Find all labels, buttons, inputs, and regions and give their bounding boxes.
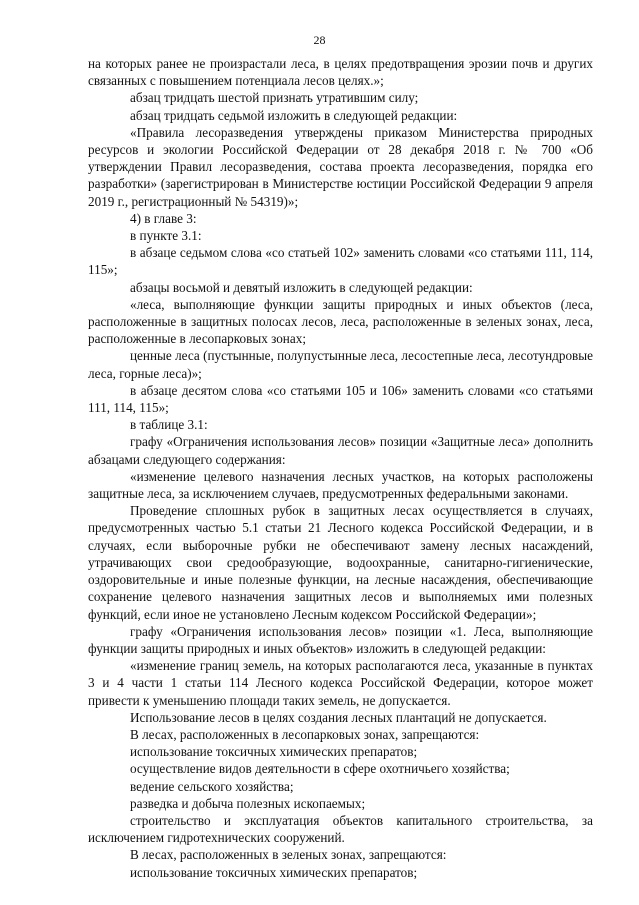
paragraph: «изменение границ земель, на которых располагаются леса, указанные в пунктах 3 и 4 части 1 статьи 114 Лесного кодекса Российской Федерации, которое может привести к уменьшению площади таких земель, не допускается. [88, 658, 593, 708]
document-body [88, 55, 593, 881]
paragraph: осуществление видов деятельности в сфере охотничьего хозяйства; [130, 761, 510, 777]
paragraph: абзац тридцать седьмой изложить в следующей редакции: [130, 107, 458, 123]
paragraph: абзац тридцать шестой признать утратившим силу; [130, 90, 419, 106]
paragraph: 4) в главе 3: [130, 210, 197, 226]
page-number: 28 [313, 33, 326, 47]
paragraph: абзацы восьмой и девятый изложить в следующей редакции: [130, 279, 473, 295]
paragraph: в абзаце десятом слова «со статьями 105 и 106» заменить словами «со статьями 111, 114, 115»; [88, 382, 593, 416]
paragraph: в абзаце седьмом слова «со статьей 102» заменить словами «со статьями 111, 114, 115»; [88, 245, 593, 278]
paragraph: строительство и эксплуатация объектов капитального строительства, за исключением гидротехнических сооружений. [88, 812, 593, 846]
paragraph: «изменение целевого назначения лесных участков, на которых расположены защитные леса, за исключением случаев, предусмотренных федеральными законами. [88, 468, 593, 502]
paragraph: В лесах, расположенных в зеленых зонах, запрещаются: [130, 847, 447, 863]
paragraph: разведка и добыча полезных ископаемых; [130, 795, 366, 811]
paragraph: «Правила лесоразведения утверждены приказом Министерства природных ресурсов и экологии Российской Федерации от 28 декабря 2018 г. № 700 «Об утверждении Правил лесоразведения, состава проекта лесоразведения, порядка его разработки» (зарегистрирован в Министерстве юстиции Российской Федерации 9 апреля 2019 г., регистрационный № 54319)»; [88, 124, 593, 209]
paragraph: «леса, выполняющие функции защиты природных и иных объектов (леса, расположенные в защитных полосах лесов, леса, расположенные в зеленых зонах, леса, расположенные в лесопарковых зонах; [88, 296, 593, 347]
paragraph: Использование лесов в целях создания лесных плантаций не допускается. [130, 709, 547, 725]
paragraph: В лесах, расположенных в лесопарковых зонах, запрещаются: [130, 726, 480, 742]
paragraph: на которых ранее не произрастали леса, в целях предотвращения эрозии почв и других связанных с повышением потенциала лесов целях.»; [88, 56, 593, 89]
paragraph: в таблице 3.1: [130, 417, 208, 433]
paragraph: ведение сельского хозяйства; [130, 778, 294, 794]
paragraph: использование токсичных химических препаратов; [130, 864, 418, 880]
paragraph: использование токсичных химических препаратов; [130, 744, 418, 760]
paragraph: ценные леса (пустынные, полупустынные леса, лесостепные леса, лесотундровые леса, горные леса)»; [88, 348, 593, 381]
paragraph: Проведение сплошных рубок в защитных лесах осуществляется в случаях, предусмотренных частью 5.1 статьи 21 Лесного кодекса Российской Федерации, и в случаях, если выборочные рубки не обеспечивают замену лесных насаждений, утрачивающих свои средообразующие, водоохранные, санитарно-гигиенические, оздоровительные и иные полезные функции, на лесные насаждения, обеспечивающие сохранение целевого назначения защитных лесов и выполняемых ими полезных функций, если иное не установлено Лесным кодексом Российской Федерации»; [88, 503, 593, 622]
paragraph: графу «Ограничения использования лесов» позиции «Защитные леса» дополнить абзацами следующего содержания: [88, 434, 593, 467]
paragraph: графу «Ограничения использования лесов» позиции «1. Леса, выполняющие функции защиты природных и иных объектов» изложить в следующей редакции: [88, 623, 593, 656]
paragraph: в пункте 3.1: [130, 228, 202, 244]
